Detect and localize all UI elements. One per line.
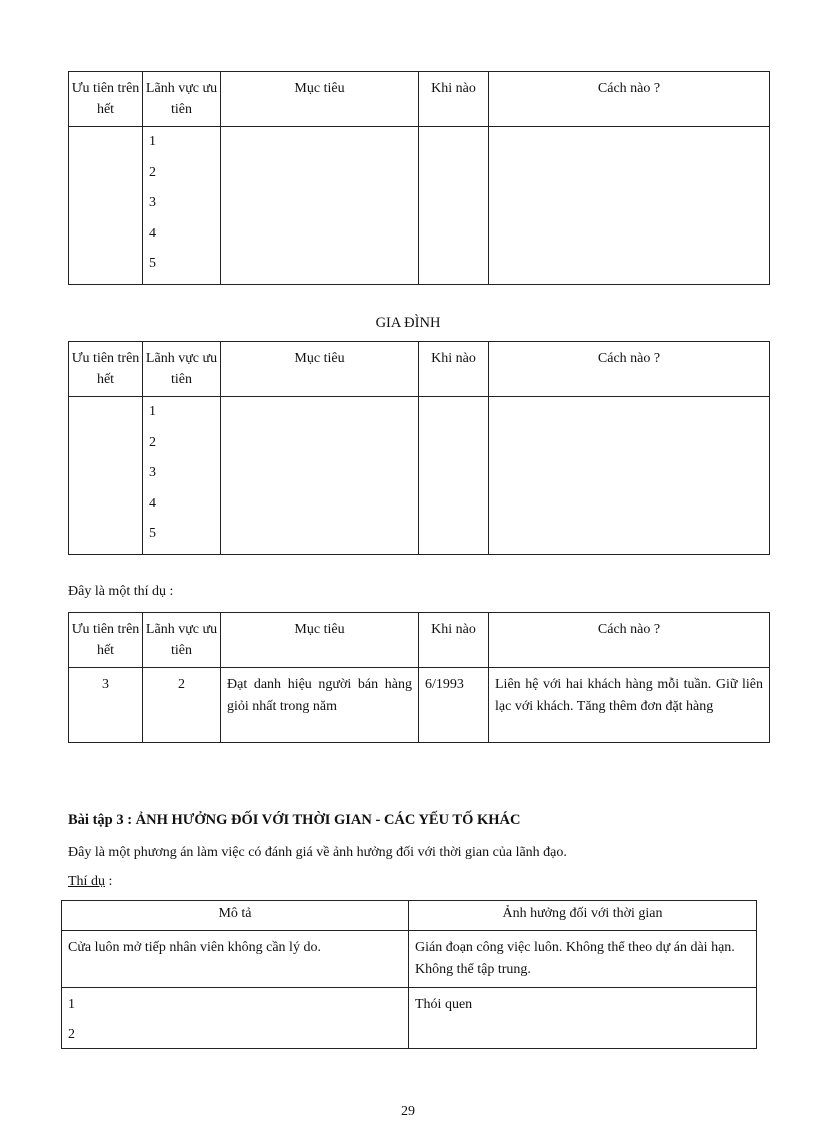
list-item: 4	[149, 495, 156, 511]
list-item: 1	[68, 997, 75, 1012]
page-number: 29	[401, 1104, 415, 1119]
example-field: 2	[143, 668, 221, 743]
list-item: 3	[149, 195, 156, 211]
row1-description: Cửa luôn mở tiếp nhân viên không cần lý do.	[62, 931, 409, 988]
list-item: 2	[149, 434, 156, 450]
example-label-line	[68, 874, 112, 890]
header-when: Khi nào	[419, 342, 489, 397]
field-numbers	[143, 397, 221, 555]
header-how: Cách nào ?	[489, 72, 770, 127]
header-how: Cách nào ?	[489, 342, 770, 397]
header-goal: Mục tiêu	[221, 72, 419, 127]
list-item: 3	[149, 465, 156, 481]
example-table	[68, 612, 770, 743]
header-description: Mô tả	[62, 901, 409, 931]
field-numbers	[143, 127, 221, 285]
priority-table-1	[68, 71, 770, 285]
header-time-impact: Ảnh hưởng đối với thời gian	[409, 901, 757, 931]
exercise-3-title: Bài tập 3 : ẢNH HƯỞNG ĐỐI VỚI THỜI GIAN - CÁC YẾU TỐ KHÁC	[68, 812, 521, 828]
list-item: 2	[68, 1027, 75, 1042]
list-item: 5	[149, 256, 156, 272]
example-when: 6/1993	[419, 668, 489, 743]
list-item: 1	[149, 134, 156, 149]
header-field: Lãnh vực ưu tiên	[143, 72, 221, 127]
row2-description	[62, 988, 409, 1049]
header-field: Lãnh vực ưu tiên	[143, 613, 221, 668]
priority-table-2	[68, 341, 770, 555]
list-item: 1	[149, 404, 156, 419]
header-when: Khi nào	[419, 72, 489, 127]
example-priority: 3	[69, 668, 143, 743]
header-goal: Mục tiêu	[221, 613, 419, 668]
header-goal: Mục tiêu	[221, 342, 419, 397]
list-item: 5	[149, 526, 156, 542]
header-priority: Ưu tiên trên hết	[69, 72, 143, 127]
section-title-gia-dinh: GIA ĐÌNH	[375, 315, 441, 331]
header-priority: Ưu tiên trên hết	[69, 342, 143, 397]
example-intro: Đây là một thí dụ :	[68, 584, 174, 599]
row1-effect: Gián đoạn công việc luôn. Không thể theo dự án dài hạn. Không thể tập trung.	[409, 931, 757, 988]
header-priority: Ưu tiên trên hết	[69, 613, 143, 668]
header-when: Khi nào	[419, 613, 489, 668]
example-label: Thí dụ	[68, 874, 105, 889]
header-field: Lãnh vực ưu tiên	[143, 342, 221, 397]
exercise-3-description: Đây là một phương án làm việc có đánh giá về ảnh hưởng đối với thời gian của lãnh đạo.	[68, 845, 567, 860]
time-impact-table	[61, 900, 757, 1049]
example-label-colon: :	[104, 874, 113, 889]
example-how: Liên hệ với hai khách hàng mỗi tuần. Giữ liên lạc với khách. Tăng thêm đơn đặt hàng	[489, 668, 770, 743]
example-goal: Đạt danh hiệu người bán hàng giỏi nhất trong năm	[221, 668, 419, 743]
list-item: 2	[149, 164, 156, 180]
header-how: Cách nào ?	[489, 613, 770, 668]
list-item: 4	[149, 225, 156, 241]
row2-effect: Thói quen	[409, 988, 757, 1049]
